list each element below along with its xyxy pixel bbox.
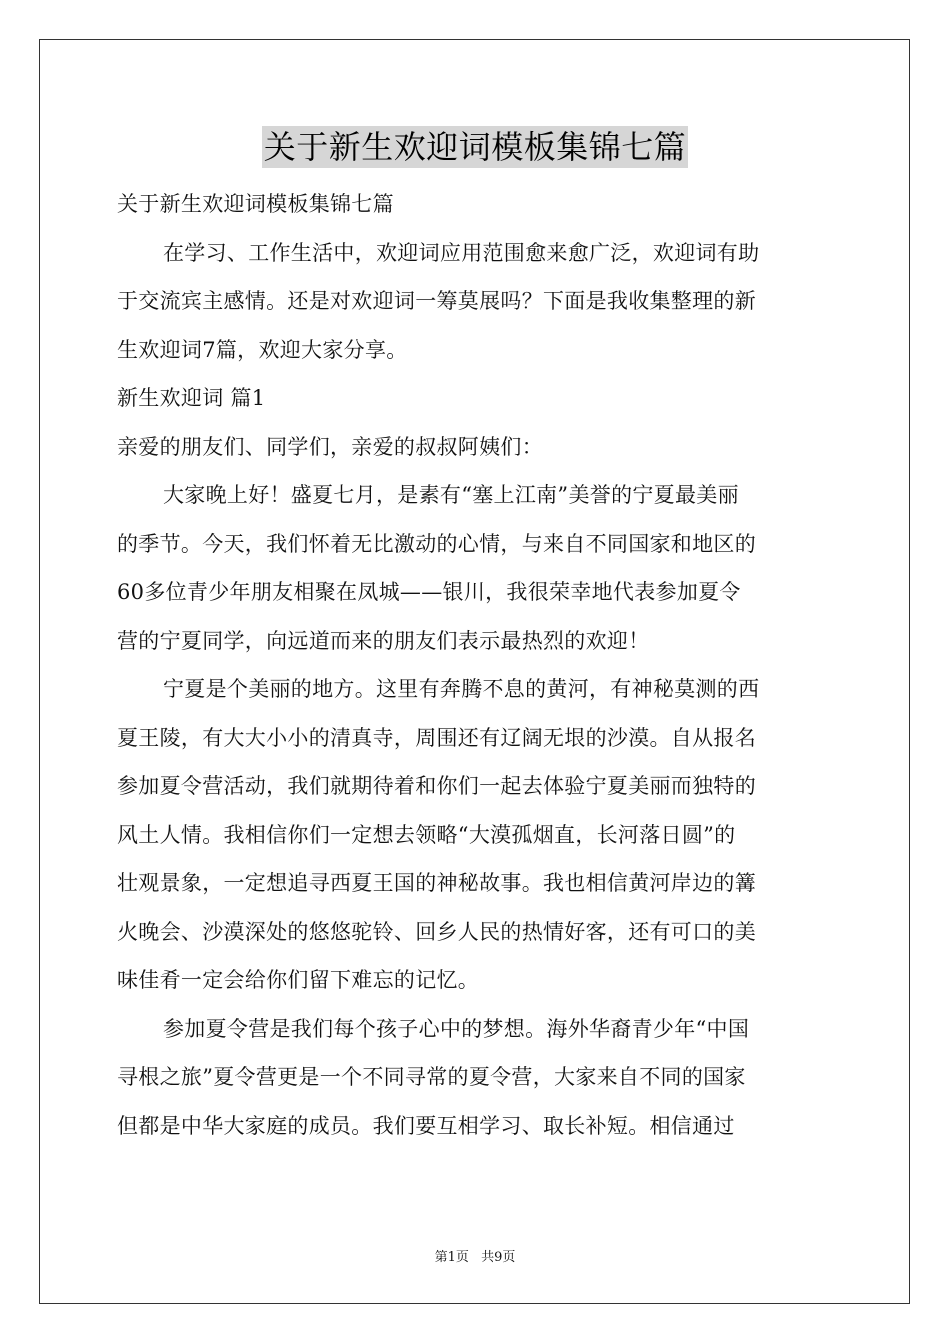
page-footer xyxy=(0,1246,950,1265)
text-line: 在学习、工作生活中，欢迎词应用范围愈来愈广泛，欢迎词有助 xyxy=(163,240,760,265)
text-line: 宁夏是个美丽的地方。这里有奔腾不息的黄河，有神秘莫测的西 xyxy=(163,677,760,701)
text-line: 参加夏令营活动，我们就期待着和你们一起去体验宁夏美丽而独特的 xyxy=(117,774,756,798)
text-line: 火晚会、沙漠深处的悠悠驼铃、回乡人民的热情好客，还有可口的美 xyxy=(117,919,756,944)
text-line: 风土人情。我相信你们一定想去领略“大漠孤烟直，长河落日圆”的 xyxy=(117,822,736,847)
text-line: 寻根之旅”夏令营更是一个不同寻常的夏令营，大家来自不同的国家 xyxy=(117,1065,746,1089)
text-line: 亲爱的朋友们、同学们，亲爱的叔叔阿姨们： xyxy=(117,434,543,459)
text-line: 大家晚上好！盛夏七月，是素有“塞上江南”美誉的宁夏最美丽 xyxy=(163,483,739,507)
document-title: 关于新生欢迎词模板集锦七篇 xyxy=(263,128,687,166)
document-body xyxy=(117,180,833,1150)
text-line: 参加夏令营是我们每个孩子心中的梦想。海外华裔青少年“中国 xyxy=(163,1016,750,1041)
title-container xyxy=(0,126,950,168)
text-line: 味佳肴一定会给你们留下难忘的记忆。 xyxy=(117,968,480,992)
text-line: 60多位青少年朋友相聚在凤城——银川，我很荣幸地代表参加夏令 xyxy=(117,580,741,604)
text-line: 关于新生欢迎词模板集锦七篇 xyxy=(117,192,394,216)
text-line: 营的宁夏同学，向远道而来的朋友们表示最热烈的欢迎！ xyxy=(117,628,650,653)
text-line: 新生欢迎词 篇1 xyxy=(117,386,266,410)
page-number: 第1页 xyxy=(434,1250,469,1265)
page-total: 共9页 xyxy=(481,1250,516,1265)
text-line: 生欢迎词7篇，欢迎大家分享。 xyxy=(117,337,408,362)
text-line: 于交流宾主感情。还是对欢迎词一筹莫展吗？下面是我收集整理的新 xyxy=(117,289,756,313)
text-line: 夏王陵，有大大小小的清真寺，周围还有辽阔无垠的沙漠。自从报名 xyxy=(117,725,756,750)
text-line: 的季节。今天，我们怀着无比激动的心情，与来自不同国家和地区的 xyxy=(117,531,756,556)
text-line: 但都是中华大家庭的成员。我们要互相学习、取长补短。相信通过 xyxy=(117,1113,735,1138)
text-line: 壮观景象，一定想追寻西夏王国的神秘故事。我也相信黄河岸边的篝 xyxy=(117,871,756,895)
